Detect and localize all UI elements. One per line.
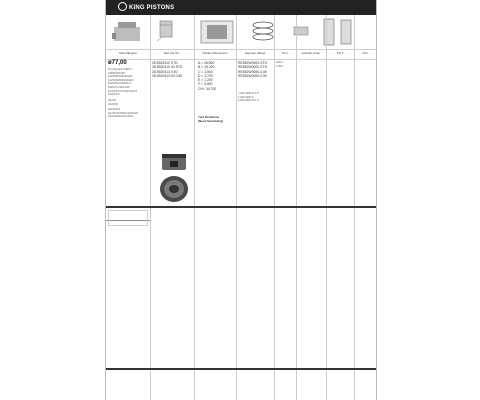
engine-line: 7/8/9/6/30/13P [108,71,125,75]
engine-thumbnail-icon [110,17,146,47]
header-info: Info [362,51,368,55]
header-rings: Segman /Rings [244,51,266,55]
pin-info [276,61,283,68]
pin-diameter: ø20,0 [276,61,283,64]
header-ks: KS 2 [336,51,344,55]
dimension-row: CH= 34,700 [198,86,217,91]
engine-line: 51/4/J/1/V [108,93,120,97]
dimension-note: Yeni Resifiansi (Need Swedining) [198,115,224,123]
bore-diameter: ø77,00 [108,60,127,66]
ring-number: RE552W0050-0.50 [238,73,267,78]
empty-cell [108,210,148,226]
dimension-row: F = 3,400 [198,82,213,87]
engine-line: 4/1/2/4/1/4/1/4/1/4/0/1 [108,115,134,119]
thumbnail-row [106,15,376,49]
header-engine: Motor/Engine [119,51,137,55]
piston-top-image-icon [158,174,190,204]
engine-line: 4/0/4/1/0/1 [108,108,121,111]
pin-thumbnail-icon [290,17,312,47]
piston-thumbnail-icon [152,17,182,47]
ref-number: 28.5520313.30 0.50 [152,73,183,78]
section-divider [106,368,376,370]
brand-name: KING PISTONS [129,5,175,12]
ring-size: 1,200 1300-O F-P [238,92,259,95]
ks-thumbnail-icon [338,17,354,47]
engine-description [108,68,137,97]
liner-thumbnail-icon [318,17,340,47]
ring-size: 1,200 1300-F [238,95,254,99]
engine-extra [108,99,118,106]
pin-length: L 65,0 [276,64,284,68]
engine-line: 4/1/4/0 [108,99,116,102]
ref-number: 28.5520313 0.50 [152,69,178,74]
header-liner: Gömlek /Liner [301,51,321,55]
dimension-row: E = 1,200 [198,78,213,83]
header-dimension: Ölçüler /Dimension [202,51,228,55]
catalog-sheet [105,0,377,400]
rings-list [238,61,267,78]
ring-number: RE552W0050-0.50 [238,69,267,74]
engine-line: 11/1/4/T/1/3/1/14/12/14/T [108,89,137,93]
engine-line: 1/2/3/13/29/23/10/H/D [108,78,134,82]
dimension-list [198,61,216,91]
column-headers [106,49,376,60]
engine-codes [108,108,138,119]
ring-number: RE552W0000-STD [238,65,268,70]
brand-logo-icon [118,2,127,11]
engine-line: 5/3/S/F/1/1/3/23/L/V [108,82,132,86]
ring-number: RE552W0000-STD [238,61,268,65]
header-ref: Ref. No /N.r [164,51,180,55]
dimension-row: B = 15,200 [198,65,215,70]
engine-line: 1/2/3/23/23/12/N/H/D [108,75,133,79]
ref-number: 28.5520310 STD [152,61,178,65]
dimension-thumbnail-icon [197,17,237,47]
brand-title [118,3,174,12]
section-divider [106,206,376,208]
dimension-row: D = 2,700 [198,73,213,78]
brand-header [106,0,376,15]
header-pin: Pim [282,51,288,55]
engine-line: 5/4/H/T/1/14/14/16 [108,85,130,89]
dimension-row: C = 1,500 [198,69,213,74]
engine-line: 4/1/4/V/2/7/8/0/L/1/4/5/4/3 [108,111,138,115]
piston-side-image-icon [160,150,188,172]
engine-line: 4/1/2/Z/0 [108,102,119,106]
rings-sizes [238,92,259,103]
ring-size: 2,000 2300-O F S [238,99,259,103]
engine-line: R.Q.Renault 1598 cc, [108,68,133,71]
ref-list [152,61,182,78]
ref-number: 28.5520310.30 STD [152,65,183,70]
dimension-row: A = 26,500 [198,61,215,65]
